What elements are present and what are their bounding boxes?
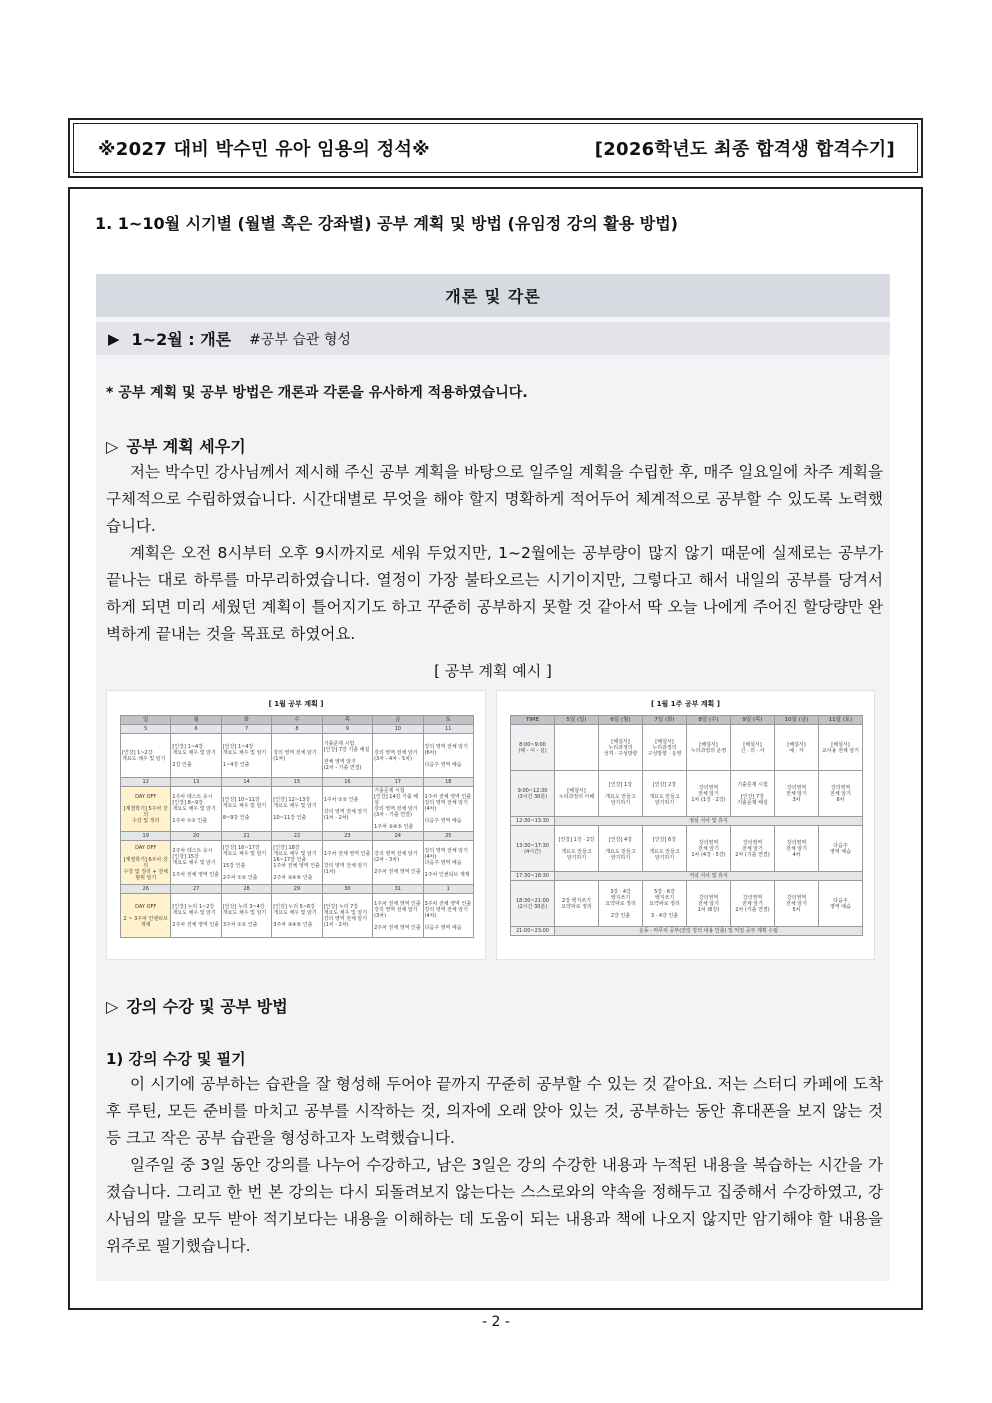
schedule-cell: [해설서] 교사용 전체 암기 bbox=[819, 725, 863, 771]
day-plan-cell: 강의 영역 전체 암기 (4차) 다음주 영역 예습 1주차 인센티브 재제 bbox=[423, 841, 473, 885]
document-type-title: [2026학년도 최종 합격생 합격수기] bbox=[594, 139, 895, 160]
plan-heading-text: 공부 계획 세우기 bbox=[126, 437, 246, 456]
day-plan-cell: [인강] 누리 7강 개요도 채우 및 암기 강의 영역 전체 암기 (1차 - 2차) bbox=[322, 894, 372, 938]
day-number: 18 bbox=[423, 778, 473, 787]
day-number: 12 bbox=[121, 778, 171, 787]
time-slot: 13:30~17:30 (4시간) bbox=[511, 826, 555, 872]
break-band: 점심 식사 및 휴식 bbox=[555, 817, 863, 826]
day-number: 8 bbox=[272, 725, 322, 734]
schedule-cell: [해설서] 누리과정의 구성방향 · 운영 bbox=[643, 725, 687, 771]
weekly-plan-image bbox=[496, 690, 875, 960]
day-number: 31 bbox=[373, 885, 423, 894]
schedule-cell: 강의영역 전체 암기 1차 (1강 · 2강) bbox=[687, 771, 731, 817]
schedule-cell: 2강 백지쓰기 요약파로 정리 bbox=[555, 881, 599, 927]
lecture-paragraph-2: 일주일 중 3일 동안 강의를 나누어 수강하고, 남은 3일은 강의 수강한 내용과 누적된 내용을 복습하는 시간을 가졌습니다. 그리고 한 번 본 강의는 다시 되돌려보지 않는다는 스스로와의 약속을 정해두고 집중해서 수강하였고, 강사님의 말을 모두 받아 적기보다는 내용을 이해하는 데 도움이 되는 내용과 책에 나오지 않지만 암기해야 할 내용을 위주로 필기했습니다. bbox=[106, 1156, 883, 1255]
weekday-header: 월 bbox=[171, 716, 221, 725]
time-slot: 18:30~21:00 (2시간 30분) bbox=[511, 881, 555, 927]
schedule-cell: 강의영역 전체 암기 4차 bbox=[775, 826, 819, 872]
monthly-plan-title: [ 1월 공부 계획 ] bbox=[268, 700, 324, 708]
schedule-cell: [해설서] 예 · 자 bbox=[775, 725, 819, 771]
day-number: 22 bbox=[272, 832, 322, 841]
day-number: 27 bbox=[171, 885, 221, 894]
day-plan-cell: DAY OFF [계절학기] 5주차 강의 수강 및 정리 bbox=[121, 787, 171, 832]
schedule-cell: 5강 · 6강 백지쓰기 요약파로 정리 3 · 4강 인출 bbox=[643, 881, 687, 927]
day-number: 28 bbox=[221, 885, 271, 894]
schedule-cell: [인강] 2강 개요도 만들고 암기하기 bbox=[643, 771, 687, 817]
day-plan-cell: [인강] 누리 3~4강 개요도 채우 및 암기 3주차 ①② 인출 bbox=[221, 894, 271, 938]
day-number: 5 bbox=[121, 725, 171, 734]
schedule-cell: [해설서] 누리과정의 이해 bbox=[555, 771, 599, 817]
day-number: 21 bbox=[221, 832, 271, 841]
schedule-cell: [해설서] 누리과정의 운영 bbox=[687, 725, 731, 771]
day-plan-cell: [인강] 누리 5~6강 개요도 채우 및 암기 3주차 ③④⑤ 인출 bbox=[272, 894, 322, 938]
study-note: * 공부 계획 및 공부 방법은 개론과 각론을 유사하게 적용하였습니다. bbox=[106, 385, 528, 401]
weekday-header: 금 bbox=[373, 716, 423, 725]
time-slot: 21:00~23:00 bbox=[511, 927, 555, 936]
day-plan-cell: 강의 영역 전체 암기 (2차 - 3차) 2주차 전체 영역 인출 bbox=[373, 841, 423, 885]
day-number: 23 bbox=[322, 832, 372, 841]
schedule-cell: [인강] 4강 개요도 만들고 암기하기 bbox=[599, 826, 643, 872]
monthly-plan-image bbox=[106, 690, 486, 960]
day-number: 15 bbox=[272, 778, 322, 787]
schedule-cell: 다음주 영역 예습 bbox=[819, 881, 863, 927]
weekly-plan-title: [ 1월 1주 공부 계획 ] bbox=[651, 700, 720, 708]
column-header: 5일 (일) bbox=[555, 716, 599, 725]
schedule-cell: 강의영역 전체 암기 6차 bbox=[819, 771, 863, 817]
day-number: 13 bbox=[171, 778, 221, 787]
triangle-marker-icon: ▷ bbox=[106, 437, 119, 456]
weekly-plan-table bbox=[510, 715, 863, 936]
weekday-header: 일 bbox=[121, 716, 171, 725]
column-header: 7일 (화) bbox=[643, 716, 687, 725]
day-plan-cell: [인강] 1~2강 개요도 채우 및 암기 bbox=[121, 734, 171, 778]
lecture-subheading: 1) 강의 수강 및 필기 bbox=[106, 1050, 246, 1068]
day-plan-cell: [인강] 1~4강 개요도 채우 및 암기 1~4강 인출 bbox=[221, 734, 271, 778]
weekday-header: 화 bbox=[221, 716, 271, 725]
day-plan-cell: DAY OFF [계절학기] 6주차 강의 수강 및 정리 + 전체 범위 암기 bbox=[121, 841, 171, 885]
day-plan-cell: 기출문제 시험 [인강] 14강 기출 해설 강의 영역 전체 암기 (3차 - 기출 연결) 1주차 ③④⑤ 인출 bbox=[373, 787, 423, 832]
day-plan-cell: 기출문제 시험 [인강] 7강 기출 해설 전체 영역 암기 (2차 - 기출 연결) bbox=[322, 734, 372, 778]
lecture-heading-text: 강의 수강 및 공부 방법 bbox=[126, 997, 288, 1016]
schedule-cell: 기출문제 시험 [인강] 7강 기출문제 해설 bbox=[731, 771, 775, 817]
time-slot: 8:00~9:00 (해 - 이 - 실) bbox=[511, 725, 555, 771]
day-number: 20 bbox=[171, 832, 221, 841]
schedule-cell: 강의영역 전체 암기 5차 bbox=[775, 881, 819, 927]
column-header: 11일 (토) bbox=[819, 716, 863, 725]
day-plan-cell: 2주차 테스트 응시 [인강] 15강 개요도 채우 및 암기 1주차 전체 영역 인출 bbox=[171, 841, 221, 885]
day-number: 17 bbox=[373, 778, 423, 787]
period-hashtag: #공부 습관 형성 bbox=[249, 331, 351, 348]
day-number: 30 bbox=[322, 885, 372, 894]
plan-paragraph-2: 계획은 오전 8시부터 오후 9시까지로 세워 두었지만, 1~2월에는 공부량이 많지 않기 때문에 실제로는 공부가 끝나는 대로 하루를 마무리하였습니다. 열정이 가장 불타오르는 시기이지만, 그렇다고 해서 내일의 공부를 당겨서 하게 되면 미리 세웠던 계획이 틀어지기도 하고 꾸준히 공부하지 못할 것 같아서 딱 오늘 나에게 주어진 할당량만 완벽하게 끝내는 것을 목표로 하였어요. bbox=[106, 544, 883, 643]
schedule-cell: [해설서] 누리과정의 성격 · 구성방향 bbox=[599, 725, 643, 771]
day-number: 9 bbox=[322, 725, 372, 734]
time-slot: 9:00~12:30 (3시간 30분) bbox=[511, 771, 555, 817]
document-header bbox=[68, 118, 923, 178]
lecture-paragraph-1: 이 시기에 공부하는 습관을 잘 형성해 두어야 끝까지 꾸준히 공부할 수 있는 것 같아요. 저는 스터디 카페에 도착 후 루틴, 모든 준비를 마치고 공부를 시작하는 것, 의자에 오래 앉아 있는 것, 공부하는 동안 휴대폰을 보지 않는 것 등 크고 작은 공부 습관을 형성하고자 노력했습니다. bbox=[106, 1075, 883, 1147]
plan-paragraph-1: 저는 박수민 강사님께서 제시해 주신 공부 계획을 바탕으로 일주일 계획을 수립한 후, 매주 일요일에 차주 계획을 구체적으로 수립하였습니다. 시간대별로 무엇을 해야 할지 명확하게 적어두어 체계적으로 공부할 수 있도록 노력했습니다. bbox=[106, 463, 883, 535]
day-plan-cell: 1주차 테스트 응시 [인강] 8~9강 개요도 채우 및 암기 1주차 ①② 인출 bbox=[171, 787, 221, 832]
column-header: TIME bbox=[511, 716, 555, 725]
period-label: 1~2월 : 개론 bbox=[131, 330, 232, 349]
day-plan-cell: [인강] 누리 1~2강 개요도 채우 및 암기 2주차 전체 영역 인출 bbox=[171, 894, 221, 938]
time-slot: 12:30~13:30 bbox=[511, 817, 555, 826]
day-plan-cell: [인강] 18강 개요도 채우 및 암기 16~17강 인출 1주차 전체 영역 인출 2주차 ③④⑤ 인출 bbox=[272, 841, 322, 885]
day-plan-cell: [인강] 10~11강 개요도 채우 및 암기 8~9강 인출 bbox=[221, 787, 271, 832]
day-plan-cell: [인강] 12~13강 개요도 채우 및 암기 10~11강 인출 bbox=[272, 787, 322, 832]
category-bar: 개론 및 각론 bbox=[96, 274, 890, 317]
column-header: 9일 (목) bbox=[731, 716, 775, 725]
schedule-cell: 강의영역 전체 암기 1차 (4강 · 5강) bbox=[687, 826, 731, 872]
schedule-cell bbox=[555, 725, 599, 771]
weekday-header: 목 bbox=[322, 716, 372, 725]
schedule-cell: [해설서] 신 · 의 · 사 bbox=[731, 725, 775, 771]
monthly-plan-table bbox=[120, 715, 474, 938]
day-plan-cell: 강의 영역 전체 암기 (1차) bbox=[272, 734, 322, 778]
day-number: 24 bbox=[373, 832, 423, 841]
day-number: 26 bbox=[121, 885, 171, 894]
day-plan-cell: 1주차 전체 영역 인출 강의 영역 전체 암기 (4차) 다음주 영역 예습 bbox=[423, 787, 473, 832]
schedule-cell: 강의영역 전체 암기 2차 (기출 연결) bbox=[731, 881, 775, 927]
schedule-cell: 3강 · 4강 백지쓰기 요약파로 정리 2강 인출 bbox=[599, 881, 643, 927]
weekday-header: 토 bbox=[423, 716, 473, 725]
weekday-header: 수 bbox=[272, 716, 322, 725]
day-plan-cell: 1주차 전체 영역 인출 강의 영역 전체 암기 (3차) 2주차 전체 영역 인출 bbox=[373, 894, 423, 938]
day-number: 19 bbox=[121, 832, 171, 841]
break-band: 저녁 식사 및 휴식 bbox=[555, 872, 863, 881]
triangle-marker-icon: ▷ bbox=[106, 997, 119, 1016]
lecture-heading bbox=[106, 994, 288, 1017]
schedule-cell: 다음주 영역 예습 bbox=[819, 826, 863, 872]
schedule-cell: 강의영역 전체 암기 3차 bbox=[775, 771, 819, 817]
period-bar bbox=[96, 322, 890, 355]
day-number: 14 bbox=[221, 778, 271, 787]
day-plan-cell: 3주차 전체 영역 인출 강의 영역 전체 암기 (4차) 다음주 영역 예습 bbox=[423, 894, 473, 938]
day-number: 11 bbox=[423, 725, 473, 734]
day-number: 6 bbox=[171, 725, 221, 734]
day-number: 10 bbox=[373, 725, 423, 734]
day-number: 16 bbox=[322, 778, 372, 787]
document-header-inner bbox=[73, 123, 918, 173]
section-title: 1. 1~10월 시기별 (월별 혹은 강좌별) 공부 계획 및 방법 (유임정 강의 활용 방법) bbox=[95, 214, 678, 233]
day-plan-cell: [인강] 1~4강 개요도 채우 및 암기 2강 인출 bbox=[171, 734, 221, 778]
schedule-cell: 강의영역 전체 암기 2차 (기출 연결) bbox=[731, 826, 775, 872]
day-number: 29 bbox=[272, 885, 322, 894]
day-plan-cell: 1주차 전체 영역 인출 강의 영역 전체 암기 (1차) bbox=[322, 841, 372, 885]
day-plan-cell: 1주차 ①② 인출 강의 영역 전체 암기 (1차 - 2차) bbox=[322, 787, 372, 832]
plan-example-caption: [ 공부 계획 예시 ] bbox=[434, 662, 552, 680]
day-number: 1 bbox=[423, 885, 473, 894]
schedule-cell: [인강] 1강 · 2강 개요도 만들고 암기하기 bbox=[555, 826, 599, 872]
day-number: 7 bbox=[221, 725, 271, 734]
day-plan-cell: [인강] 16~17강 개요도 채우 및 암기 15강 인출 2주차 ①② 인출 bbox=[221, 841, 271, 885]
column-header: 6일 (월) bbox=[599, 716, 643, 725]
day-plan-cell: 강의 영역 전체 암기 (6차) 다음주 영역 예습 bbox=[423, 734, 473, 778]
schedule-cell: 강의영역 전체 암기 1차 (6강) bbox=[687, 881, 731, 927]
course-title: ※2027 대비 박수민 유아 임용의 정석※ bbox=[98, 139, 430, 160]
column-header: 10일 (금) bbox=[775, 716, 819, 725]
schedule-cell: [인강] 1강 개요도 만들고 암기하기 bbox=[599, 771, 643, 817]
page-number: - 2 - bbox=[482, 1314, 510, 1330]
day-plan-cell: DAY OFF 2 ~ 3주차 인센티브 재제 bbox=[121, 894, 171, 938]
plan-heading bbox=[106, 434, 246, 457]
break-band: 운동 · 마무리 공부(전일 강의 내용 인출) 및 익일 공부 계획 수립 bbox=[555, 927, 863, 936]
schedule-cell: [인강] 6강 개요도 만들고 암기하기 bbox=[643, 826, 687, 872]
day-plan-cell: 강의 영역 전체 암기 (3차 - 4차 - 5차) bbox=[373, 734, 423, 778]
day-number: 25 bbox=[423, 832, 473, 841]
play-arrow-icon: ▶ bbox=[108, 329, 120, 348]
column-header: 8일 (수) bbox=[687, 716, 731, 725]
time-slot: 17:30~18:30 bbox=[511, 872, 555, 881]
